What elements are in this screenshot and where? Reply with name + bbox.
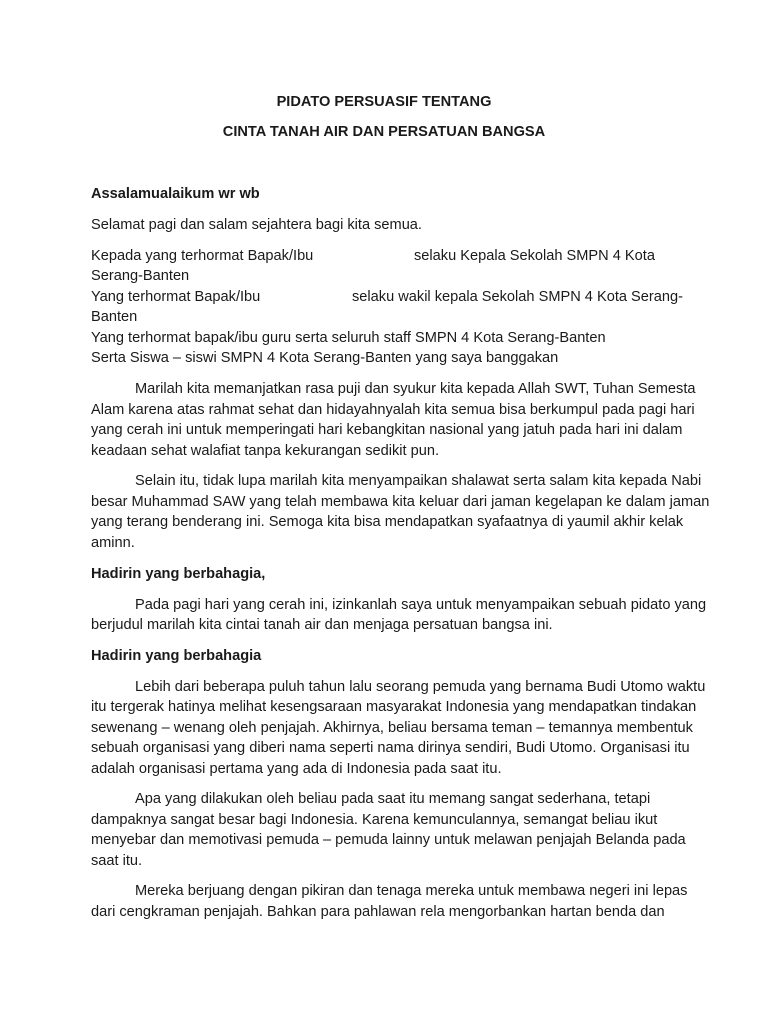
address-line-2-cont: Banten (91, 309, 138, 325)
paragraph-5-line: menyebar dan memotivasi pemuda – pemuda lainny untuk melawan penjajah Belanda pada (91, 832, 686, 848)
paragraph-1-line: Alam karena atas rahmat sehat dan hidayahnyalah kita semua bisa berkumpul pada pagi hari (91, 402, 695, 418)
paragraph-4-line: sewenang – wenang oleh penjajah. Akhirnya, beliau bersama teman – temannya membentuk (91, 720, 693, 736)
paragraph-3-line: Pada pagi hari yang cerah ini, izinkanlah saya untuk menyampaikan sebuah pidato yang (135, 597, 707, 613)
paragraph-1-line: keadaan sehat walafiat tanpa kekurangan sedikit pun. (91, 443, 440, 459)
section-heading-1: Hadirin yang berbahagia, (91, 566, 266, 582)
address-line-2-left: Yang terhormat Bapak/Ibu (91, 289, 261, 305)
paragraph-5-line: Apa yang dilakukan oleh beliau pada saat itu memang sangat sederhana, tetapi (135, 791, 651, 807)
title-line-2: CINTA TANAH AIR DAN PERSATUAN BANGSA (222, 124, 546, 140)
section-heading-2: Hadirin yang berbahagia (91, 648, 262, 664)
address-line-3: Yang terhormat bapak/ibu guru serta seluruh staff SMPN 4 Kota Serang-Banten (91, 330, 606, 346)
paragraph-4-line: adalah organisasi pertama yang ada di Indonesia pada saat itu. (91, 761, 502, 777)
paragraph-4-line: Lebih dari beberapa puluh tahun lalu seorang pemuda yang bernama Budi Utomo waktu (135, 679, 706, 695)
paragraph-5-line: dampaknya sangat besar bagi Indonesia. Karena kemunculannya, semangat beliau ikut (91, 812, 658, 828)
paragraph-1-line: Marilah kita memanjatkan rasa puji dan syukur kita kepada Allah SWT, Tuhan Semesta (135, 381, 696, 397)
address-line-1-cont: Serang-Banten (91, 268, 190, 284)
paragraph-6-line: dari cengkraman penjajah. Bahkan para pahlawan rela mengorbankan hartan benda dan (91, 904, 665, 920)
paragraph-6-line: Mereka berjuang dengan pikiran dan tenaga mereka untuk membawa negeri ini lepas (135, 883, 688, 899)
paragraph-2-line: Selain itu, tidak lupa marilah kita menyampaikan shalawat serta salam kita kepada Nabi (135, 473, 702, 489)
address-line-1-right: selaku Kepala Sekolah SMPN 4 Kota (414, 248, 655, 264)
paragraph-1-line: yang cerah ini untuk memperingati hari kebangkitan nasional yang jatuh pada hari ini dalam (91, 422, 683, 438)
greeting: Assalamualaikum wr wb (91, 186, 260, 202)
address-line-4: Serta Siswa – siswi SMPN 4 Kota Serang-Banten yang saya banggakan (91, 350, 559, 366)
paragraph-5-line: saat itu. (91, 853, 143, 869)
paragraph-3-line: berjudul marilah kita cintai tanah air dan menjaga persatuan bangsa ini. (91, 617, 553, 633)
paragraph-4-line: sebuah organisasi yang diberi nama seperti nama dirinya sendiri, Budi Utomo. Organisasi itu (91, 740, 690, 756)
paragraph-2-line: besar Muhammad SAW yang telah membawa kita keluar dari jaman kegelapan ke dalam jaman (91, 494, 710, 510)
paragraph-2-line: aminn. (91, 535, 135, 551)
address-line-2-right: selaku wakil kepala Sekolah SMPN 4 Kota Serang- (352, 289, 683, 305)
paragraph-4-line: itu tergerak hatinya melihat kesengsaraan masyarakat Indonesia yang mendapatkan tindakan (91, 699, 697, 715)
address-line-1-left: Kepada yang terhormat Bapak/Ibu (91, 248, 314, 264)
title-line-1: PIDATO PERSUASIF TENTANG (276, 94, 492, 110)
paragraph-2-line: yang terang benderang ini. Semoga kita bisa mendapatkan syafaatnya di yaumil akhir kelak (91, 514, 684, 530)
salutation: Selamat pagi dan salam sejahtera bagi kita semua. (91, 217, 422, 233)
